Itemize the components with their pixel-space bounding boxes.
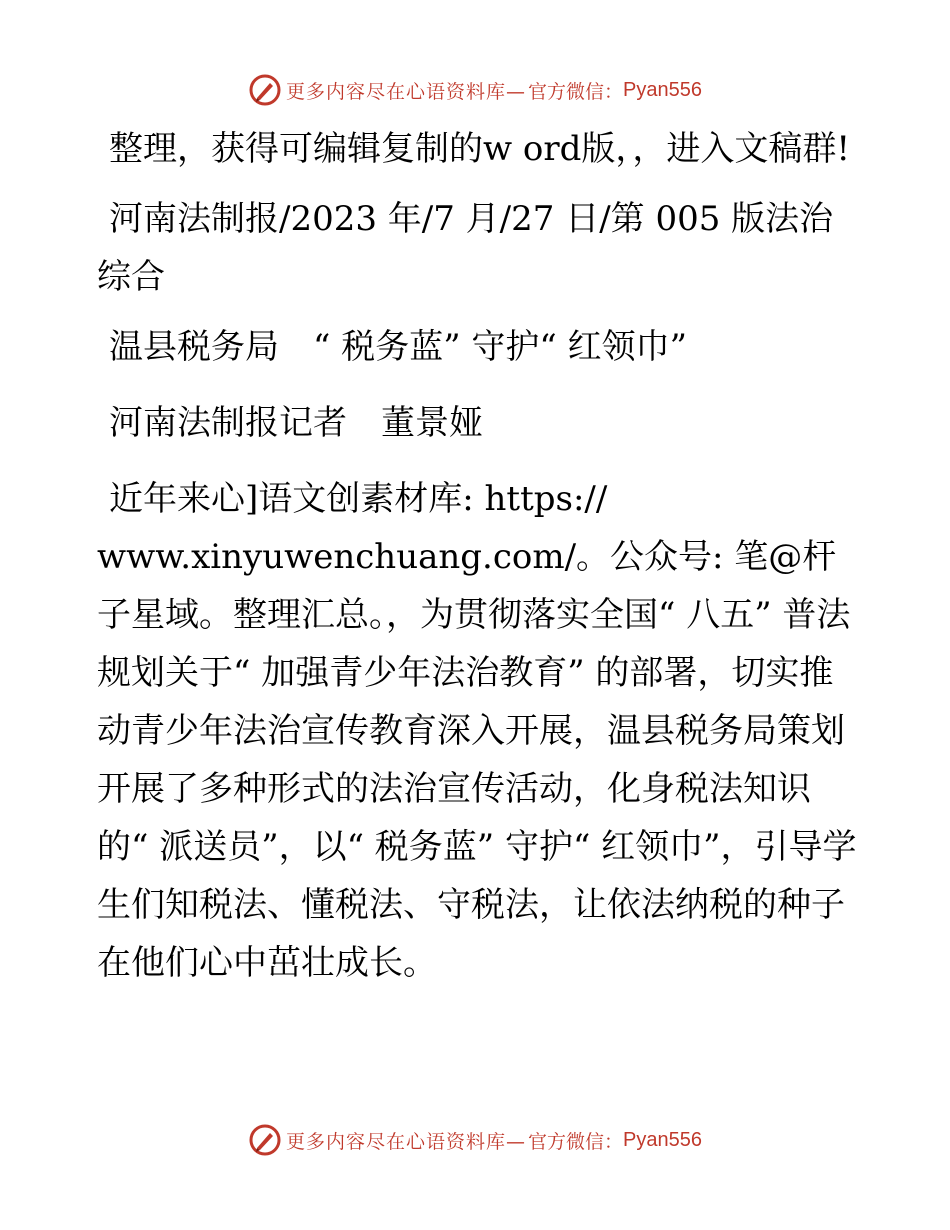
watermark-text: 更多内容尽在心语资料库— — [286, 80, 527, 103]
article-title: 温县税务局 “ 税务蓝” 守护“ 红领巾” — [109, 327, 687, 367]
article-body-paragraph: 近年来心]语文创素材库: https:// www.xinyuwenchuang.com/。公众号: 笔@杆子星域。整理汇总。，为贯彻落实全国“ 八五” 普法规划关于“ 加强青少年法治教育” 的部署，切实推动青少年法治宣传教育深入开展，温县税务局策划开展了多种形式的法治宣传活动，化身税法知识的“ 派送员”，以“ 税务蓝” 守护“ 红领巾”，引导学生们知税法、懂税法、守税法，让依法纳税的种子在他们心中茁壮成长。 — [97, 479, 857, 983]
watermark-wechat-id: Pyan556 — [623, 1128, 702, 1151]
watermark-wechat-label: 官方微信： — [528, 80, 624, 103]
pen-logo-icon — [248, 73, 282, 107]
intro-paragraph: 整理，获得可编辑复制的w ord版，，进入文稿群! — [109, 129, 851, 169]
document-body — [97, 120, 857, 1004]
watermark-wechat-id: Pyan556 — [623, 78, 702, 101]
article-byline: 河南法制报记者 董景娅 — [109, 403, 483, 443]
watermark-wechat-label: 官方微信： — [528, 1130, 624, 1153]
footer-watermark — [0, 1120, 950, 1160]
pen-logo-icon — [248, 1123, 282, 1157]
source-line: 河南法制报/2023 年/7 月/27 日/第 005 版法治综合 — [97, 199, 834, 297]
header-watermark — [0, 70, 950, 110]
watermark-text: 更多内容尽在心语资料库— — [286, 1130, 527, 1153]
